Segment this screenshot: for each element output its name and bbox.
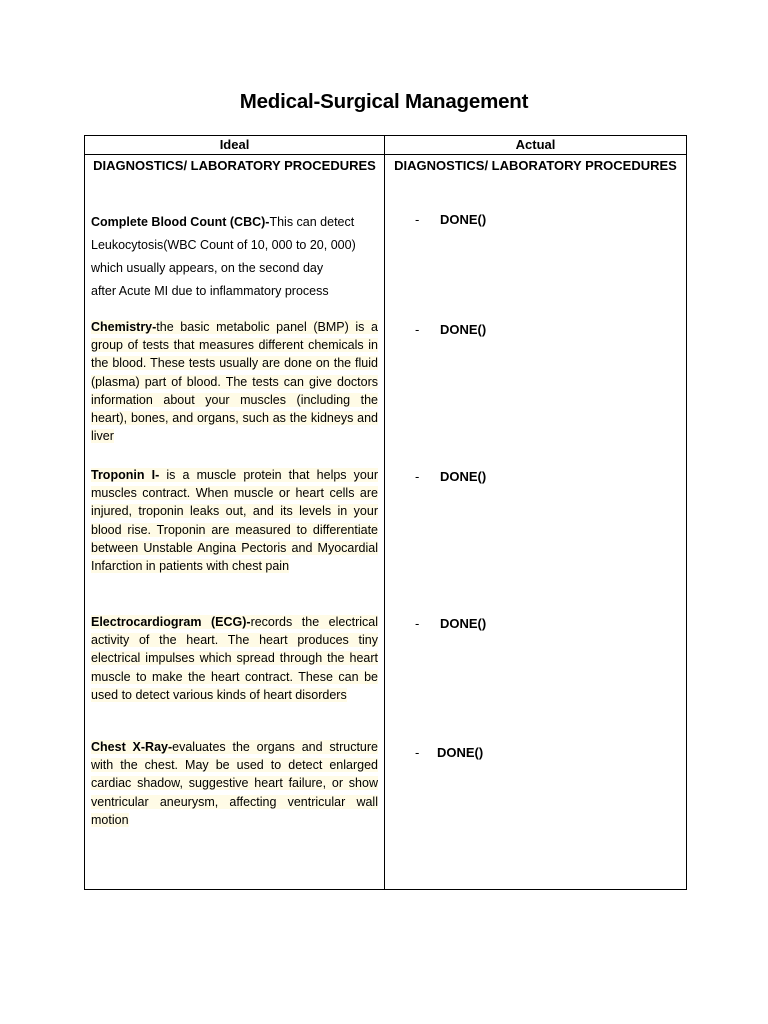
ideal-cell [85, 155, 385, 890]
actual-cell [385, 155, 687, 890]
procedure-text: the basic metabolic panel (BMP) is a group of tests that measures different chemicals in the blood. These tests usually are done on the fluid (plasma) part of blood. The tests can give doctors information about your muscles (including the heart), bones, and organs, such as the kidneys and liver [91, 320, 378, 444]
ideal-section-heading: DIAGNOSTICS/ LABORATORY PROCEDURES [93, 158, 376, 173]
procedure-text: records the electrical activity of the heart. The heart produces tiny electrical impulses which spread through the heart muscle to make the heart contract. These can be used to detect various kinds of heart disorders [91, 615, 378, 702]
procedure-text-line: which usually appears, on the second day [91, 261, 324, 275]
procedure-text-line: Leukocytosis(WBC Count of 10, 000 to 20, 000) [91, 238, 356, 252]
procedure-chemistry [91, 318, 378, 445]
procedure-term: Chest X-Ray- [91, 740, 173, 754]
procedure-term: Electrocardiogram (ECG)- [91, 615, 251, 629]
procedure-term: Complete Blood Count (CBC)- [91, 215, 270, 229]
status-ecg: - DONE() [415, 616, 487, 631]
status-chemistry: - DONE() [415, 322, 487, 337]
column-header-ideal: Ideal [85, 136, 385, 155]
procedure-text: evaluates the organs and structure with the chest. May be used to detect enlarged cardiac shadow, suggestive heart failure, or show ventricular aneurysm, affecting ventricular wall motion [91, 740, 378, 827]
procedure-chest-xray [91, 738, 378, 829]
procedure-term: Chemistry- [91, 320, 157, 334]
status-text: DONE() [440, 469, 487, 484]
procedure-text-line: This can detect [269, 215, 355, 229]
actual-section-heading: DIAGNOSTICS/ LABORATORY PROCEDURES [394, 158, 677, 173]
procedure-text-line: after Acute MI due to inflammatory process [91, 284, 329, 298]
status-text: DONE() [440, 616, 487, 631]
column-header-actual: Actual [385, 136, 687, 155]
status-troponin: - DONE() [415, 469, 487, 484]
status-cbc: - DONE() [415, 212, 487, 227]
procedure-troponin [91, 466, 378, 575]
procedure-term: Troponin I- [91, 468, 160, 482]
table-header-row [85, 136, 687, 155]
status-text: DONE() [437, 745, 484, 760]
table-body-row [85, 155, 687, 890]
status-text: DONE() [440, 212, 487, 227]
page-title: Medical-Surgical Management [239, 90, 529, 113]
management-table [84, 135, 687, 890]
status-text: DONE() [440, 322, 487, 337]
status-chest-xray: - DONE() [415, 745, 484, 760]
procedure-text: is a muscle protein that helps your muscles contract. When muscle or heart cells are injured, troponin leaks out, and its levels in your blood rise. Troponin are measured to differentiate between Unstable Angina Pectoris and Myocardial Infarction in patients with chest pain [91, 468, 378, 574]
procedure-ecg [91, 613, 378, 704]
procedure-cbc [91, 211, 378, 303]
